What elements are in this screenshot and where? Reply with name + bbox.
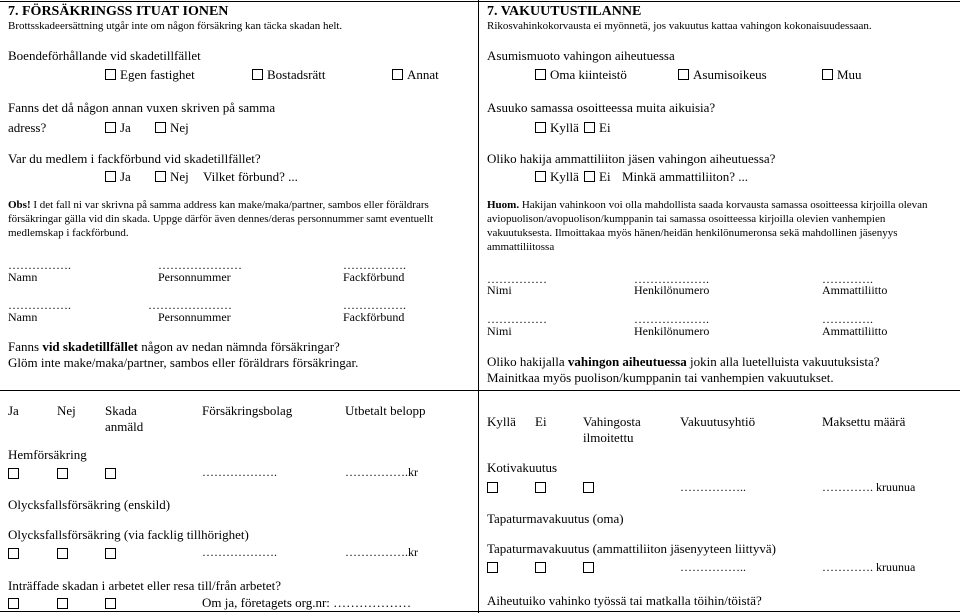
union-yes-option-fi[interactable]: Kyllä xyxy=(535,169,579,185)
col-name-1: Namn xyxy=(8,270,38,284)
name-dots-2[interactable]: ……………. xyxy=(8,298,71,312)
housing-option-2[interactable]: Bostadsrätt xyxy=(252,67,326,83)
row-label-home-fi: Kotivakuutus xyxy=(487,460,558,475)
checkbox-home-no-fi[interactable] xyxy=(535,482,546,493)
section-divider xyxy=(0,390,960,391)
company-field-accident-union-fi[interactable]: …………….. xyxy=(680,560,746,574)
checkbox[interactable] xyxy=(155,122,166,133)
amount-field-accident-union[interactable]: …………….kr xyxy=(345,545,418,559)
adult-question-line2: adress? xyxy=(8,120,47,135)
name-dots-1[interactable]: ……………. xyxy=(8,258,71,272)
checkbox-home-yes-fi[interactable] xyxy=(487,482,498,493)
union-question-fi: Oliko hakija ammattiliiton jäsen vahingon aiheutuessa? xyxy=(487,151,776,166)
org-number-field[interactable]: Om ja, företagets org.nr: ……………… xyxy=(202,595,412,610)
checkbox[interactable] xyxy=(535,122,546,133)
section-title-fi: 7. VAKUUTUSTILANNE xyxy=(487,4,642,19)
insurance-question-2: Glöm inte make/maka/partner, sambos eller föräldrars försäkringar. xyxy=(8,355,359,370)
amount-field-accident-union-fi[interactable]: …………. kruunua xyxy=(822,560,916,574)
housing-label: Boendeförhållande vid skadetillfället xyxy=(8,48,201,63)
header-amount: Utbetalt belopp xyxy=(345,403,426,418)
union-dots-1[interactable]: ……………. xyxy=(343,258,406,272)
pnr-dots-1-fi[interactable]: ………………. xyxy=(634,272,709,286)
row-label-home: Hemförsäkring xyxy=(8,447,87,462)
header-yes-fi: Kyllä xyxy=(487,414,516,429)
adult-question-fi: Asuuko samassa osoitteessa muita aikuisia? xyxy=(487,100,716,115)
row-label-accident-union-fi: Tapaturmavakuutus (ammattiliiton jäsenyyteen liittyvä) xyxy=(487,541,776,556)
checkbox[interactable] xyxy=(535,171,546,182)
col-union-2: Fackförbund xyxy=(343,310,405,324)
checkbox[interactable] xyxy=(105,69,116,80)
header-company: Försäkringsbolag xyxy=(202,403,293,418)
col-pnr-2: Personnummer xyxy=(158,310,231,324)
adult-no-option[interactable]: Nej xyxy=(155,120,189,136)
col-union-1: Fackförbund xyxy=(343,270,405,284)
name-dots-2-fi[interactable]: …………… xyxy=(487,312,547,326)
company-field-home[interactable]: ………………. xyxy=(202,465,277,479)
checkbox-work-no[interactable] xyxy=(57,598,68,609)
union-dots-1-fi[interactable]: …………. xyxy=(822,272,873,286)
union-question: Var du medlem i fackförbund vid skadetillfället? xyxy=(8,151,261,166)
checkbox-home-yes[interactable] xyxy=(8,468,19,479)
union-dots-2[interactable]: ……………. xyxy=(343,298,406,312)
insurance-question-2-fi: Mainitkaa myös puolison/kumppanin tai vanhempien vakuutukset. xyxy=(487,370,834,385)
checkbox[interactable] xyxy=(678,69,689,80)
checkbox[interactable] xyxy=(105,171,116,182)
union-which-field[interactable]: Vilket förbund? ... xyxy=(203,169,298,184)
huom-note: Huom. Hakijan vahinkoon voi olla mahdollista saada korvausta samassa osoitteessa kirjoilla olevan aviopuolison/avopuolison/kumppanin tai samassa osoitteessa kirjoilla olevien vanhempien vakuutuksesta. Ilmoittakaa myös hänen/heidän henkilönumeronsa sekä mahdollinen jäsenyys ammattiliitossa xyxy=(487,199,928,253)
row-label-work-fi: Aiheutuiko vahinko työssä tai matkalla töihin/töistä? xyxy=(487,593,762,608)
checkbox-work-extra[interactable] xyxy=(105,598,116,609)
header-no: Nej xyxy=(57,403,76,418)
checkbox[interactable] xyxy=(584,171,595,182)
checkbox-accident-union-no-fi[interactable] xyxy=(535,562,546,573)
section-title: 7. FÖRSÄKRINGSS ITUAT IONEN xyxy=(8,4,229,19)
checkbox-accident-union-no[interactable] xyxy=(57,548,68,559)
union-dots-2-fi[interactable]: …………. xyxy=(822,312,873,326)
column-divider xyxy=(478,0,479,613)
header-no-fi: Ei xyxy=(535,414,547,429)
obs-note: Obs! I det fall ni var skrivna på samma address kan make/maka/partner, sambos eller föräldrars försäkringar gälla vid din skada. Uppge därför även dennes/deras personnummer samt eventuellt medlemskap i fackförbund. xyxy=(8,199,434,239)
checkbox-home-no[interactable] xyxy=(57,468,68,479)
name-dots-1-fi[interactable]: …………… xyxy=(487,272,547,286)
col-pnr-2-fi: Henkilönumero xyxy=(634,324,710,338)
checkbox[interactable] xyxy=(252,69,263,80)
checkbox[interactable] xyxy=(584,122,595,133)
row-label-accident: Olycksfallsförsäkring (enskild) xyxy=(8,497,171,512)
checkbox-accident-union-yes-fi[interactable] xyxy=(487,562,498,573)
housing-option-3[interactable]: Annat xyxy=(392,67,439,83)
checkbox-accident-union-yes[interactable] xyxy=(8,548,19,559)
insurance-question-1: Fanns vid skadetillfället någon av nedan nämnda försäkringar? xyxy=(8,339,340,354)
amount-field-home-fi[interactable]: …………. kruunua xyxy=(822,480,916,494)
adult-yes-option[interactable]: Ja xyxy=(105,120,131,136)
housing-option-1-fi[interactable]: Oma kiinteistö xyxy=(535,67,627,83)
header-yes: Ja xyxy=(8,403,19,418)
adult-question-line1: Fanns det då någon annan vuxen skriven på samma xyxy=(8,100,276,115)
header-reported: Skada anmäld xyxy=(105,403,144,434)
union-yes-option[interactable]: Ja xyxy=(105,169,131,185)
company-field-home-fi[interactable]: …………….. xyxy=(680,480,746,494)
adult-yes-option-fi[interactable]: Kyllä xyxy=(535,120,579,136)
union-no-option[interactable]: Nej xyxy=(155,169,189,185)
row-label-accident-union: Olycksfallsförsäkring (via facklig tillhörighet) xyxy=(8,527,249,542)
checkbox-accident-union-reported[interactable] xyxy=(105,548,116,559)
housing-option-1[interactable]: Egen fastighet xyxy=(105,67,195,83)
checkbox[interactable] xyxy=(155,171,166,182)
top-rule xyxy=(0,1,960,2)
header-company-fi: Vakuutusyhtiö xyxy=(680,414,756,429)
pnr-dots-2[interactable]: ………………… xyxy=(148,298,232,312)
housing-option-2-fi[interactable]: Asumisoikeus xyxy=(678,67,767,83)
header-amount-fi: Maksettu määrä xyxy=(822,414,906,429)
col-union-1-fi: Ammattiliitto xyxy=(822,283,888,297)
checkbox-work-yes[interactable] xyxy=(8,598,19,609)
section-subtitle-fi: Rikosvahinkokorvausta ei myönnetä, jos vakuutus kattaa vahingon kokonaisuudessaan. xyxy=(487,20,872,32)
checkbox[interactable] xyxy=(822,69,833,80)
housing-option-3-fi[interactable]: Muu xyxy=(822,67,862,83)
company-field-accident-union[interactable]: ………………. xyxy=(202,545,277,559)
col-name-2-fi: Nimi xyxy=(487,324,512,338)
col-pnr-1-fi: Henkilönumero xyxy=(634,283,710,297)
insurance-question-1-fi: Oliko hakijalla vahingon aiheutuessa jokin alla luetelluista vakuutuksista? xyxy=(487,354,880,369)
checkbox-accident-union-reported-fi[interactable] xyxy=(583,562,594,573)
bottom-rule xyxy=(0,611,960,612)
union-which-field-fi[interactable]: Minkä ammattiliiton? ... xyxy=(622,169,749,184)
header-reported-fi: Vahingosta ilmoitettu xyxy=(583,414,641,445)
col-name-1-fi: Nimi xyxy=(487,283,512,297)
checkbox[interactable] xyxy=(105,122,116,133)
col-union-2-fi: Ammattiliitto xyxy=(822,324,888,338)
checkbox-home-reported[interactable] xyxy=(105,468,116,479)
checkbox[interactable] xyxy=(392,69,403,80)
pnr-dots-2-fi[interactable]: ………………. xyxy=(634,312,709,326)
col-pnr-1: Personnummer xyxy=(158,270,231,284)
row-label-work: Inträffade skadan i arbetet eller resa till/från arbetet? xyxy=(8,578,281,593)
col-name-2: Namn xyxy=(8,310,38,324)
union-no-option-fi[interactable]: Ei xyxy=(584,169,611,185)
housing-label-fi: Asumismuoto vahingon aiheutuessa xyxy=(487,48,675,63)
pnr-dots-1[interactable]: ………………… xyxy=(158,258,242,272)
section-subtitle: Brottsskadeersättning utgår inte om någon försäkring kan täcka skadan helt. xyxy=(8,20,343,32)
row-label-accident-fi: Tapaturmavakuutus (oma) xyxy=(487,511,624,526)
checkbox-home-reported-fi[interactable] xyxy=(583,482,594,493)
adult-no-option-fi[interactable]: Ei xyxy=(584,120,611,136)
checkbox[interactable] xyxy=(535,69,546,80)
amount-field-home[interactable]: …………….kr xyxy=(345,465,418,479)
